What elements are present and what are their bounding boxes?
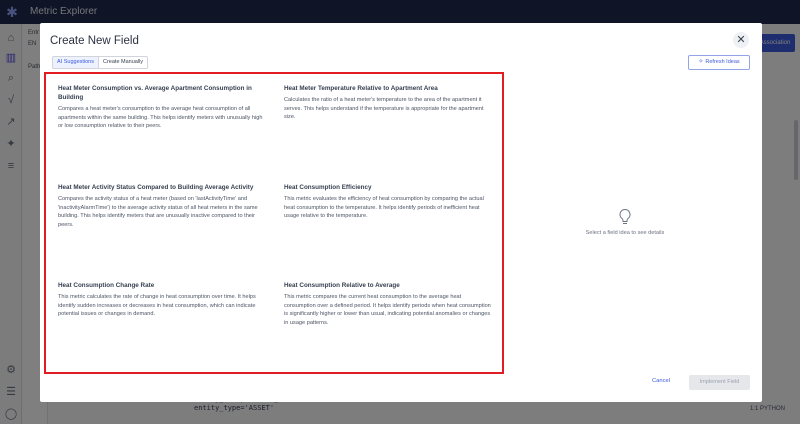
- tab-ai-suggestions[interactable]: AI Suggestions: [53, 57, 99, 68]
- idea-title: Heat Consumption Relative to Average: [284, 282, 400, 289]
- idea-title: Heat Meter Consumption vs. Average Apartment Consumption in Building: [58, 85, 252, 101]
- idea-title: Heat Consumption Efficiency: [284, 184, 372, 191]
- idea-detail-placeholder: [585, 208, 665, 248]
- idea-description: This metric calculates the rate of change in heat consumption over time. It helps identify sudden increases or decreases in heat consumption, which can indicate potential issues or changes in demand.: [58, 294, 256, 318]
- idea-card[interactable]: [284, 183, 494, 221]
- refresh-ideas-button[interactable]: [688, 55, 750, 70]
- idea-card[interactable]: [284, 281, 494, 327]
- idea-description: This metric evaluates the efficiency of heat consumption by comparing the actual heat consumption to the temperature. It helps identify periods of inefficient heat usage relative to the temperature.: [284, 196, 484, 220]
- close-icon: ✕: [736, 34, 746, 46]
- idea-title: Heat Meter Activity Status Compared to Building Average Activity: [58, 184, 254, 191]
- close-button[interactable]: [733, 32, 749, 48]
- idea-card[interactable]: [58, 84, 268, 131]
- refresh-ideas-label: Refresh Ideas: [705, 59, 740, 65]
- mode-tabs: [52, 56, 148, 69]
- lightbulb-icon: [618, 208, 632, 226]
- sparkle-icon: ✧: [698, 59, 704, 65]
- modal-title: Create New Field: [50, 35, 139, 47]
- idea-card[interactable]: [58, 183, 268, 229]
- idea-description: Compares a heat meter's consumption to the average heat consumption of all apartments within the same building. This helps identify meters with unusually high or low consumption relative to their peers.: [58, 106, 263, 130]
- ideas-grid: [44, 72, 504, 374]
- detail-placeholder-text: Select a field idea to see details: [585, 230, 665, 236]
- idea-card[interactable]: [284, 84, 494, 122]
- create-field-modal: [40, 23, 762, 402]
- cancel-button[interactable]: Cancel: [652, 378, 671, 384]
- idea-title: Heat Meter Temperature Relative to Apartment Area: [284, 85, 438, 92]
- tab-create-manually[interactable]: Create Manually: [99, 57, 147, 68]
- idea-description: This metric compares the current heat consumption to the average heat consumption over a defined period. It helps identify periods when heat consumption is significantly higher or lower than usual, indicating potential anomalies or changes in usage patterns.: [284, 294, 491, 326]
- idea-card[interactable]: [58, 281, 268, 319]
- idea-title: Heat Consumption Change Rate: [58, 282, 155, 289]
- idea-description: Compares the activity status of a heat meter (based on 'lastActivityTime' and 'inactivityAlarmTime') to the average activity status of all heat meters in the same building. This helps identify meters that are unusually inactive compared to their peers.: [58, 196, 258, 228]
- idea-description: Calculates the ratio of a heat meter's temperature to the area of the apartment it serves. This helps understand if the temperature is appropriate for the apartment size.: [284, 97, 484, 121]
- implement-field-button[interactable]: Implement Field: [689, 375, 750, 390]
